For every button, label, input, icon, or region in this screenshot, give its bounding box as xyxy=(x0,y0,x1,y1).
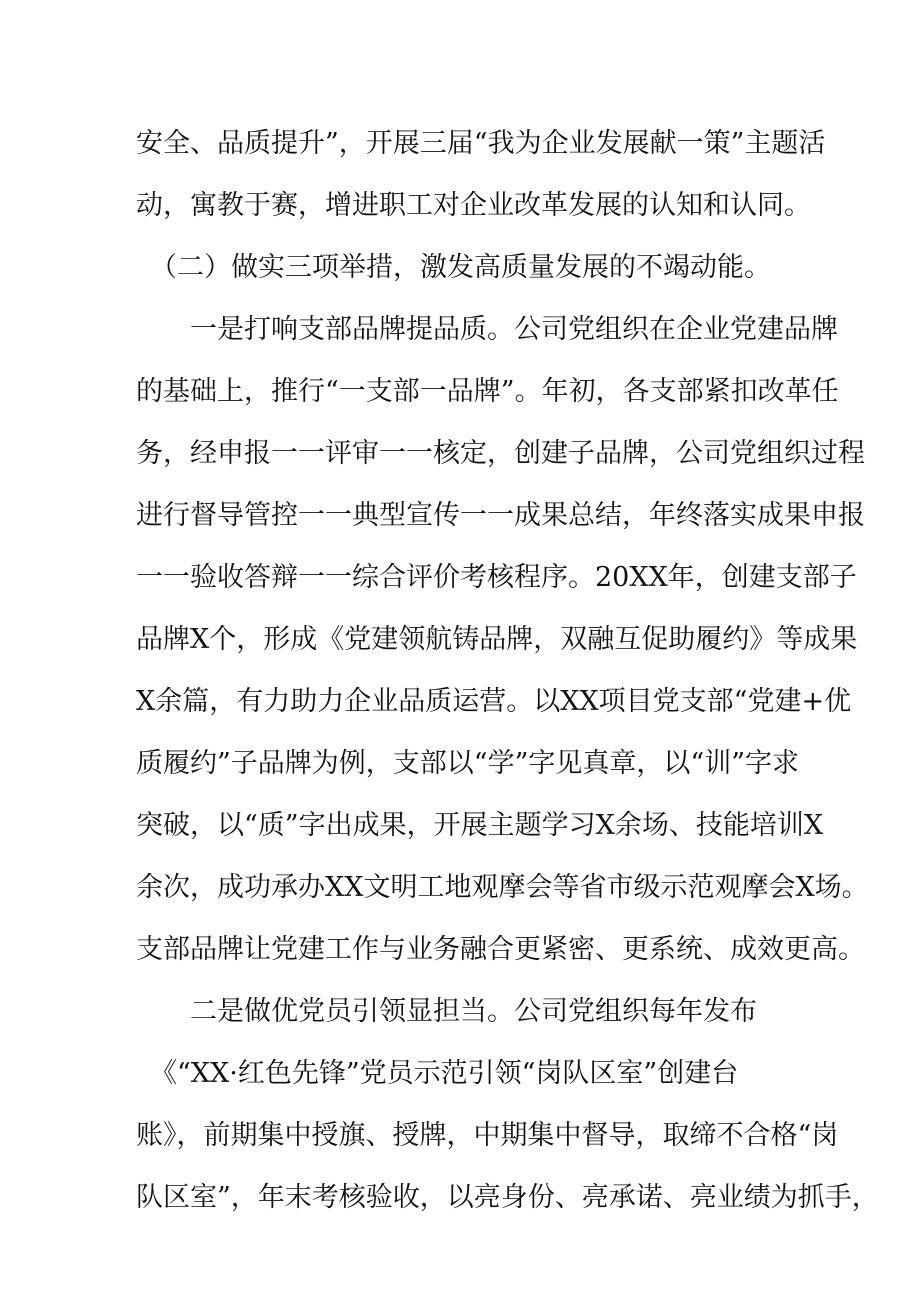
paragraph-2-line-4: 队区室”，年末考核验收，以亮身份、亮承诺、亮业绩为抓手， xyxy=(136,1182,879,1213)
paragraph-1-line-2: 的基础上，推行“一支部一品牌”。年初，各支部紧扣改革任 xyxy=(136,376,839,407)
paragraph-1-line-9: 突破，以“质”字出成果，开展主题学习X余场、技能培训X xyxy=(136,810,824,841)
paragraph-1-line-11: 支部品牌让党建工作与业务融合更紧密、更系统、成效更高。 xyxy=(136,934,865,965)
paragraph-1-line-6: 品牌X个，形成《党建领航铸品牌，双融互促助履约》等成果 xyxy=(136,624,858,655)
section-heading: （二）做实三项举措，激发高质量发展的不竭动能。 xyxy=(150,252,771,283)
paragraph-1-line-5: 一一验收答辩一一综合评价考核程序。20XX年，创建支部子 xyxy=(136,562,857,593)
paragraph-1-line-1: 一是打响支部品牌提品质。公司党组织在企业党建品牌 xyxy=(190,314,838,345)
text-line-1: 安全、品质提升”，开展三届“我为企业发展献一策”主题活 xyxy=(136,128,826,159)
text-line-2: 动，寓教于赛，增进职工对企业改革发展的认知和认同。 xyxy=(136,190,811,221)
paragraph-1-line-10: 余次，成功承办XX文明工地观摩会等省市级示范观摩会X场。 xyxy=(136,872,869,903)
paragraph-1-line-4: 进行督导管控一一典型宣传一一成果总结，年终落实成果申报 xyxy=(136,500,865,531)
paragraph-1-line-8: 质履约”子品牌为例，支部以“学”字见真章，以“训”字求 xyxy=(136,748,800,779)
paragraph-1-line-7: X余篇，有力助力企业品质运营。以XX项目党支部“党建+优 xyxy=(136,686,852,717)
paragraph-2-line-1: 二是做优党员引领显担当。公司党组织每年发布 xyxy=(190,996,757,1027)
paragraph-2-line-3: 账》，前期集中授旗、授牌，中期集中督导，取缔不合格“岗 xyxy=(136,1120,839,1151)
paragraph-1-line-3: 务，经申报一一评审一一核定，创建子品牌，公司党组织过程 xyxy=(136,438,865,469)
paragraph-2-line-2: 《“XX·红色先锋”党员示范引领“岗队区室”创建台 xyxy=(150,1058,739,1089)
